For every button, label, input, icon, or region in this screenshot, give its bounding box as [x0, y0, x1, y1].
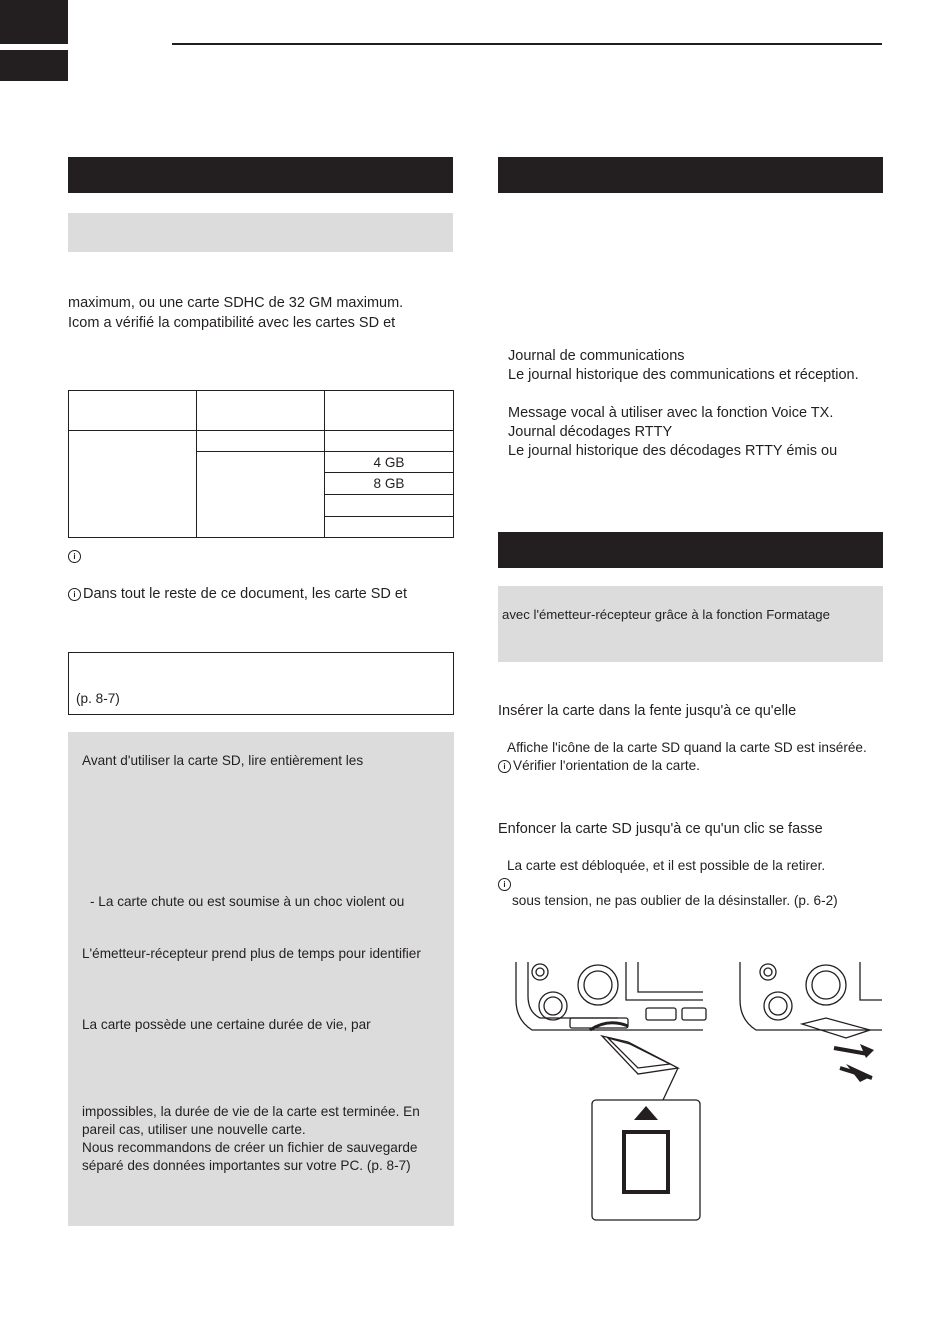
data-item: Le journal historique des communications et réception. [508, 367, 859, 383]
capacity-cell [325, 517, 454, 538]
caution-line: pareil cas, utiliser une nouvelle carte. [82, 1122, 306, 1137]
data-item: Journal décodages RTTY [508, 424, 673, 440]
table-header-cell [69, 391, 197, 431]
table-header-cell [325, 391, 454, 431]
right-section-header-2 [498, 532, 883, 568]
insert-sub-1: Affiche l'icône de la carte SD quand la carte SD est insérée. [507, 740, 867, 755]
table-cell [69, 431, 197, 538]
format-note-box [498, 586, 883, 662]
caution-line: Avant d'utiliser la carte SD, lire entièrement les [82, 753, 364, 768]
format-note-text: avec l'émetteur-récepteur grâce à la fonction Formatage [502, 607, 830, 622]
note-box [68, 652, 454, 715]
intro-line-1: maximum, ou une carte SDHC de 32 GM maximum. [68, 295, 404, 311]
info-note-text: Dans tout le reste de ce document, les carte SD et [83, 586, 407, 602]
table-cell [197, 452, 325, 538]
info-icon: i [68, 588, 81, 601]
note-box-ref: (p. 8-7) [76, 691, 120, 706]
intro-line-2: Icom a vérifié la compatibilité avec les cartes SD et [68, 315, 396, 331]
capacity-cell: 8 GB [325, 473, 454, 495]
sd-card-table [68, 390, 454, 538]
caution-line: impossibles, la durée de vie de la carte est terminée. En [82, 1104, 420, 1119]
data-item: Message vocal à utiliser avec la fonction Voice TX. [508, 405, 834, 421]
sd-remove-illustration [722, 960, 882, 1085]
remove-sub-1: La carte est débloquée, et il est possible de la retirer. [507, 858, 826, 873]
remove-step: Enfoncer la carte SD jusqu'à ce qu'un clic se fasse [498, 821, 823, 837]
right-section-header [498, 157, 883, 193]
info-note-1 [68, 546, 83, 566]
caution-line: Nous recommandons de créer un fichier de sauvegarde [82, 1140, 418, 1155]
sd-insert-illustration [498, 960, 710, 1225]
info-icon: i [498, 760, 511, 773]
data-item: Le journal historique des décodages RTTY émis ou [508, 443, 838, 459]
left-section-header [68, 157, 453, 193]
remove-sub-info [498, 875, 513, 893]
caution-line: La carte possède une certaine durée de vie, par [82, 1017, 371, 1032]
header-rule [172, 43, 882, 45]
info-icon: i [68, 550, 81, 563]
caution-line: séparé des données importantes sur votre PC. (p. 8-7) [82, 1158, 411, 1173]
info-icon: i [498, 878, 511, 891]
table-cell [325, 431, 454, 452]
remove-sub-2: sous tension, ne pas oublier de la désinstaller. (p. 6-2) [512, 893, 838, 908]
left-subsection-header [68, 213, 453, 252]
insert-sub-2-text: Vérifier l'orientation de la carte. [513, 758, 700, 773]
info-note-2 [68, 584, 407, 604]
table-header-cell [197, 391, 325, 431]
capacity-cell [325, 495, 454, 517]
chapter-tab-bottom [0, 50, 68, 81]
table-cell [197, 431, 325, 452]
caution-line: - La carte chute ou est soumise à un choc violent ou [90, 894, 405, 909]
data-item: Journal de communications [508, 348, 685, 364]
insert-sub-2 [498, 757, 700, 775]
insert-step: Insérer la carte dans la fente jusqu'à ce qu'elle [498, 703, 797, 719]
chapter-tab-top [0, 0, 68, 44]
capacity-cell: 4 GB [325, 452, 454, 473]
caution-box [68, 732, 454, 1226]
caution-line: L'émetteur-récepteur prend plus de temps pour identifier [82, 946, 421, 961]
